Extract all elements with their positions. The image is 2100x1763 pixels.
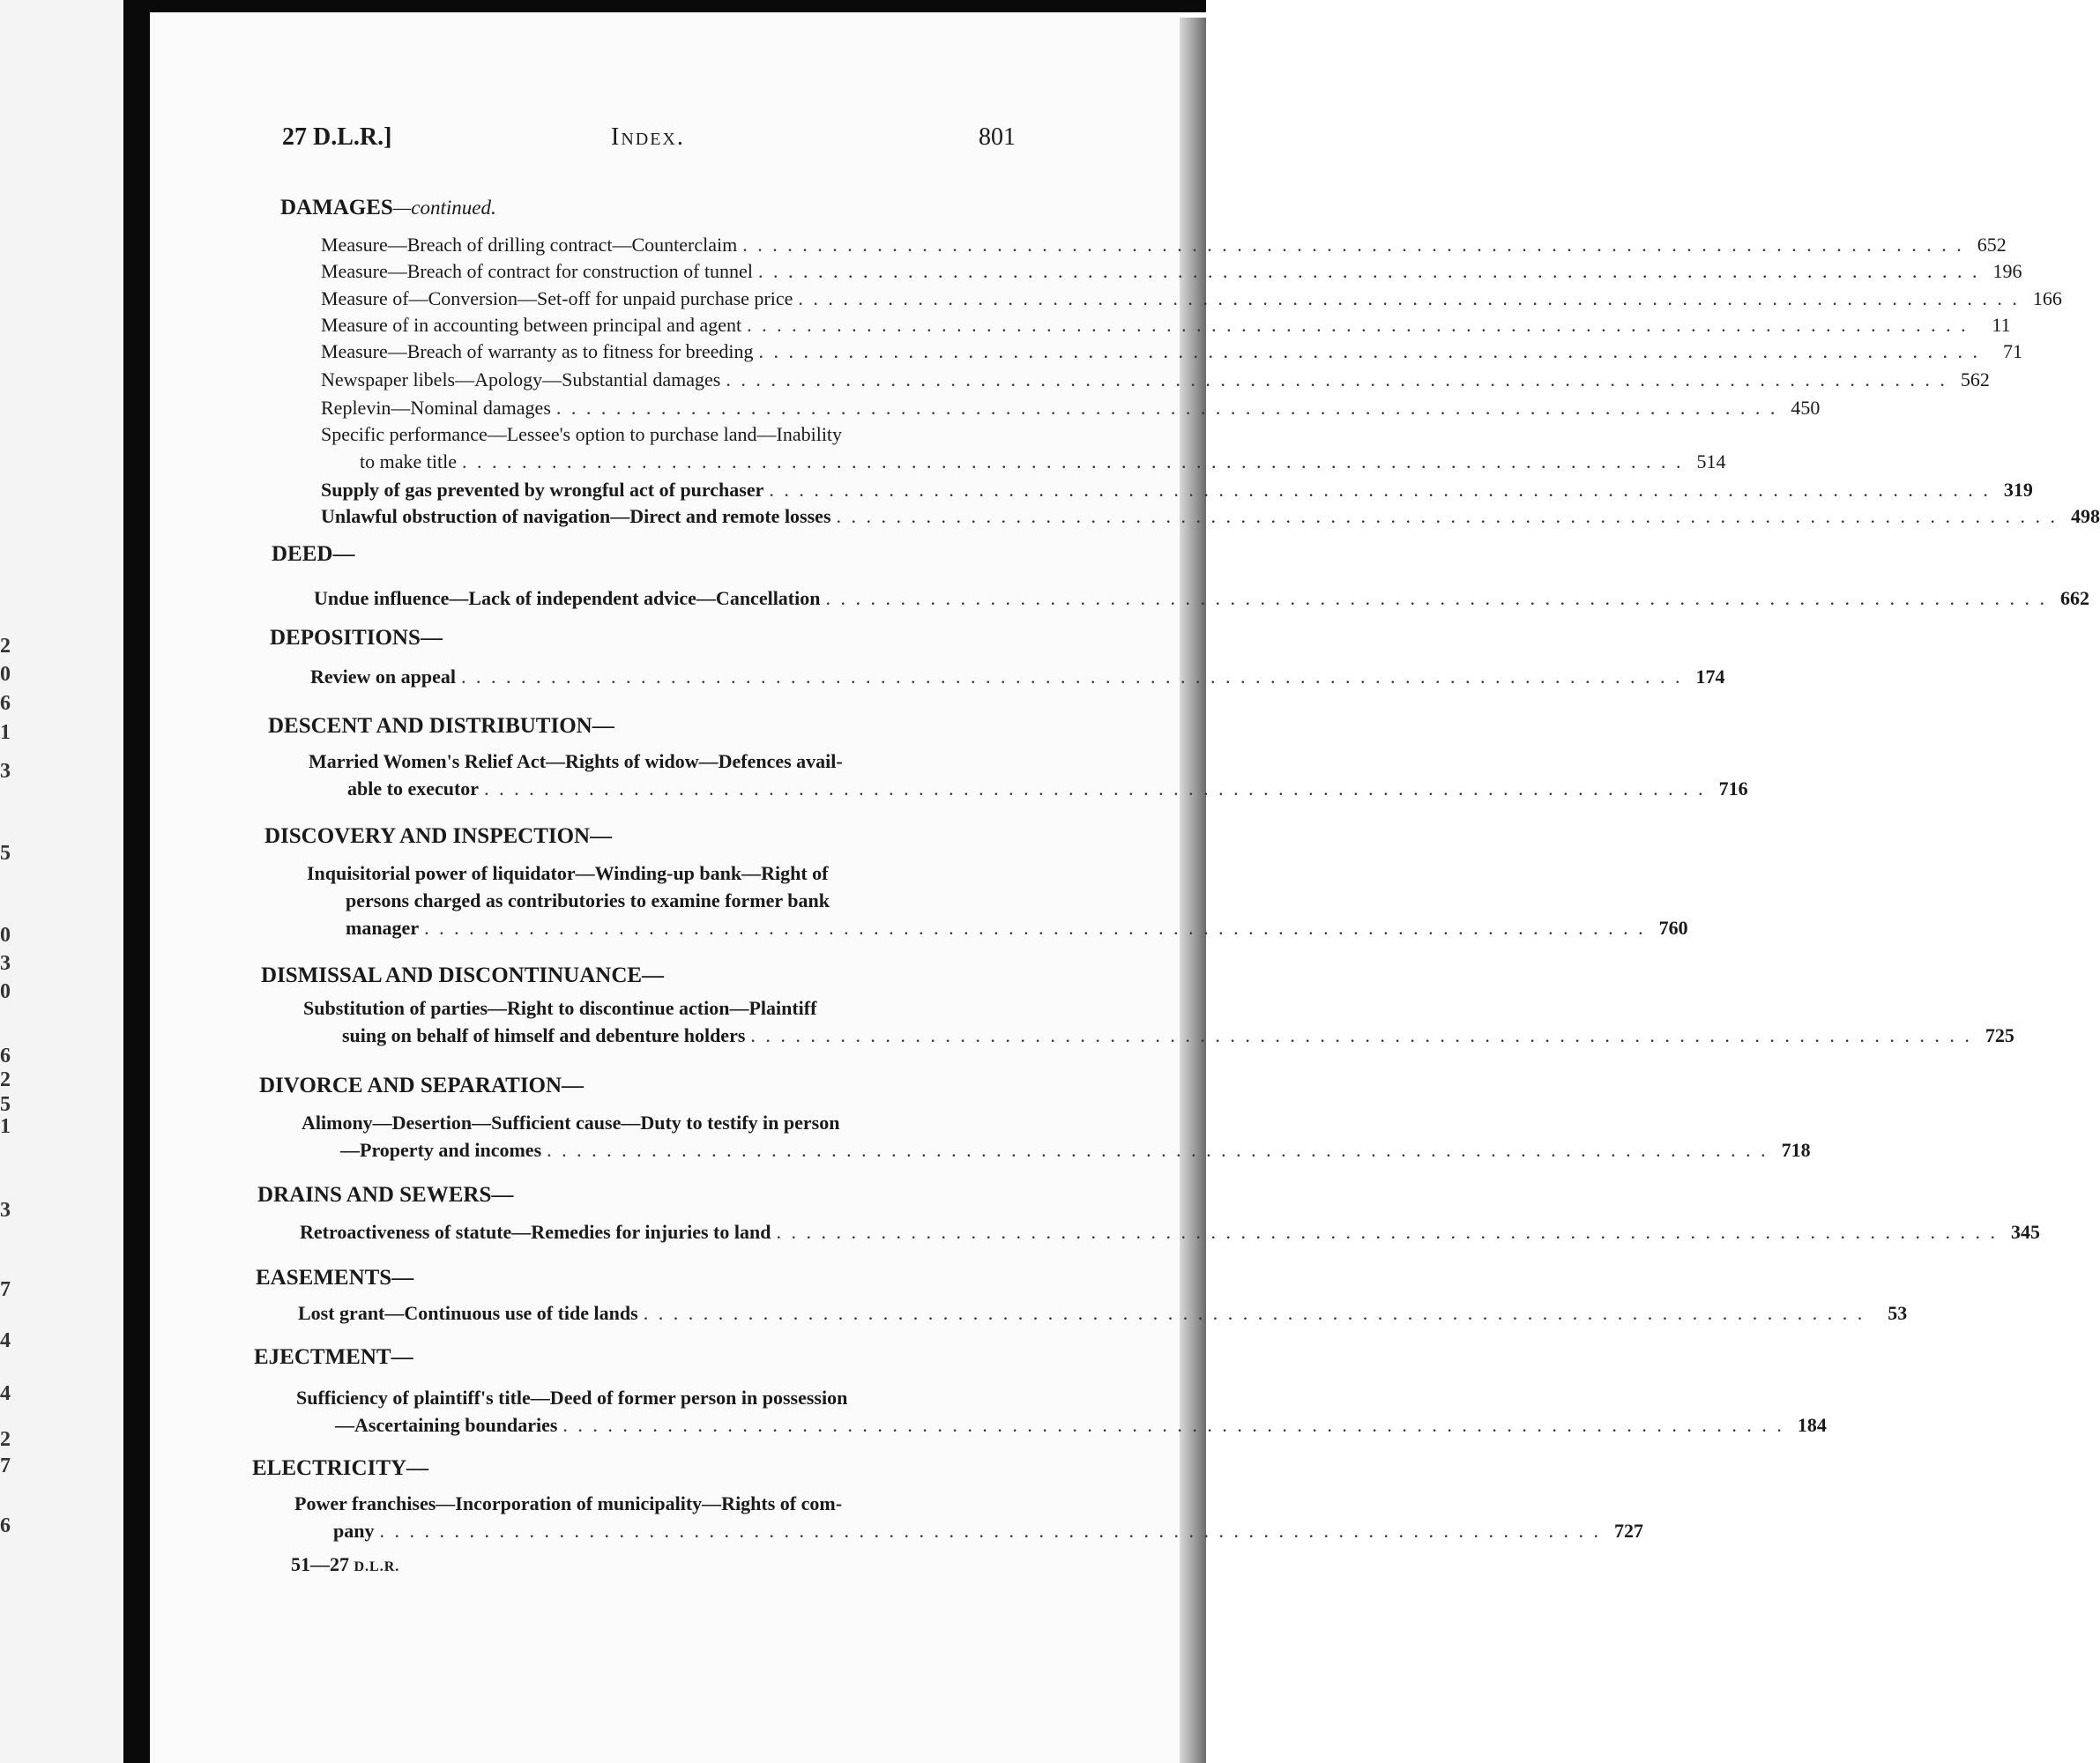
entry-line <box>303 994 1002 1022</box>
margin-digit: 2 <box>0 1068 11 1091</box>
dot-leader: . . . . . . . . . . . . . . . . . . . . . . . . . . . . . . . . . . . . . . . . . . . . . . . . . . . . . . . . . . . . . . . . . . . . . . . . . . . . . . . . . . <box>461 666 1683 688</box>
entry-text: Married Women's Relief Act—Rights of widow—Defences avail- <box>309 750 843 772</box>
index-heading <box>259 1074 584 1098</box>
index-heading <box>270 626 443 651</box>
entry-line <box>294 1517 1643 1544</box>
margin-digit: 0 <box>0 924 11 947</box>
entry-line <box>321 394 1821 421</box>
running-head-title: Index. <box>611 123 685 151</box>
index-heading <box>272 542 354 567</box>
entry-line <box>321 366 1990 393</box>
index-entry <box>321 476 2033 503</box>
index-entry <box>321 285 2062 312</box>
entry-line <box>309 775 1748 802</box>
margin-digit: 6 <box>0 1045 11 1067</box>
dot-leader: . . . . . . . . . . . . . . . . . . . . . . . . . . . . . . . . . . . . . . . . . . . . . . . . . . . . . . . . . . . . . . . . . . . . . . . . . . . . . . . . . . <box>798 287 2020 309</box>
entry-line <box>296 1411 1827 1439</box>
entry-text: Power franchises—Incorporation of municipality—Rights of com- <box>294 1492 843 1514</box>
entry-page-ref: 196 <box>1992 260 2022 282</box>
margin-digit: 3 <box>0 760 11 783</box>
margin-digit: 0 <box>0 663 11 686</box>
index-heading <box>261 963 664 988</box>
entry-text: —Property and incomes <box>340 1139 542 1161</box>
entry-page-ref: 760 <box>1658 917 1688 939</box>
index-entry <box>321 366 1990 393</box>
entry-page-ref: 725 <box>1985 1024 2014 1046</box>
index-heading-text: EJECTMENT— <box>254 1345 413 1369</box>
index-entry <box>300 1218 2040 1246</box>
index-heading <box>264 824 612 849</box>
index-heading <box>257 1183 513 1208</box>
index-entry <box>310 663 1725 690</box>
entry-page-ref: 498 <box>2071 505 2100 527</box>
margin-digit: 3 <box>0 952 11 975</box>
index-entry <box>294 1490 1643 1544</box>
entry-line <box>294 1490 996 1517</box>
entry-page-ref: 71 <box>2003 340 2023 362</box>
entry-text: able to executor <box>347 777 480 800</box>
index-heading-text: DAMAGES <box>280 196 393 219</box>
margin-digit: 4 <box>0 1329 11 1352</box>
entry-text: Lost grant—Continuous use of tide lands <box>298 1302 638 1324</box>
entry-text: Retroactiveness of statute—Remedies for injuries to land <box>300 1221 771 1243</box>
margin-digit: 6 <box>0 692 11 715</box>
page-number: 801 <box>979 123 1016 151</box>
entry-line <box>321 257 2022 285</box>
entry-line <box>321 338 2023 365</box>
entry-line <box>321 285 2062 312</box>
entry-page-ref: 174 <box>1695 666 1725 688</box>
entry-line <box>296 1384 998 1411</box>
index-heading-text: DEPOSITIONS— <box>270 626 443 650</box>
dot-leader: . . . . . . . . . . . . . . . . . . . . . . . . . . . . . . . . . . . . . . . . . . . . . . . . . . . . . . . . . . . . . . . . . . . . . . . . . . . . . . . . . . <box>776 1221 1998 1243</box>
entry-text: Inquisitorial power of liquidator—Winding-up bank—Right of <box>307 862 829 884</box>
entry-text: Unlawful obstruction of navigation—Direct and remote losses <box>321 505 831 527</box>
entry-text: Alimony—Desertion—Sufficient cause—Duty to testify in person <box>302 1112 840 1134</box>
index-entry <box>298 1299 1908 1327</box>
margin-digit: 2 <box>0 1428 11 1451</box>
margin-digit: 0 <box>0 980 11 1003</box>
index-heading-text: DIVORCE AND SEPARATION— <box>259 1074 585 1097</box>
entry-text: Newspaper libels—Apology—Substantial damages <box>321 368 721 391</box>
entry-text: pany <box>333 1520 375 1542</box>
dot-leader: . . . . . . . . . . . . . . . . . . . . . . . . . . . . . . . . . . . . . . . . . . . . . . . . . . . . . . . . . . . . . . . . . . . . . . . . . . . . . . . . . . <box>461 450 1684 472</box>
dot-leader: . . . . . . . . . . . . . . . . . . . . . . . . . . . . . . . . . . . . . . . . . . . . . . . . . . . . . . . . . . . . . . . . . . . . . . . . . . . . . . . . . . <box>726 368 1947 391</box>
margin-digit: 1 <box>0 1115 11 1138</box>
index-heading-text: DEED— <box>272 542 355 566</box>
entry-text: Specific performance—Lessee's option to purchase land—Inability <box>321 423 843 445</box>
dot-leader: . . . . . . . . . . . . . . . . . . . . . . . . . . . . . . . . . . . . . . . . . . . . . . . . . . . . . . . . . . . . . . . . . . . . . . . . . . . . . . . . . . <box>643 1302 1865 1324</box>
entry-text: Replevin—Nominal damages <box>321 397 551 419</box>
dot-leader: . . . . . . . . . . . . . . . . . . . . . . . . . . . . . . . . . . . . . . . . . . . . . . . . . . . . . . . . . . . . . . . . . . . . . . . . . . . . . . . . . . <box>424 917 1646 939</box>
index-entry <box>307 859 1688 941</box>
index-heading-text: DISCOVERY AND INSPECTION— <box>264 824 613 848</box>
dot-leader: . . . . . . . . . . . . . . . . . . . . . . . . . . . . . . . . . . . . . . . . . . . . . . . . . . . . . . . . . . . . . . . . . . . . . . . . . . . . . . . . . . <box>562 1414 1784 1436</box>
entry-line <box>321 420 1017 448</box>
entry-page-ref: 727 <box>1613 1520 1643 1542</box>
entry-page-ref: 11 <box>1992 314 2011 336</box>
entry-line <box>302 1109 1000 1136</box>
entry-line <box>307 914 1688 941</box>
entry-page-ref: 166 <box>2032 287 2062 309</box>
dot-leader: . . . . . . . . . . . . . . . . . . . . . . . . . . . . . . . . . . . . . . . . . . . . . . . . . . . . . . . . . . . . . . . . . . . . . . . . . . . . . . . . . . <box>836 505 2059 527</box>
entry-text: Measure—Breach of warranty as to fitness for breeding <box>321 340 754 362</box>
entry-text: Substitution of parties—Right to discontinue action—Plaintiff <box>303 997 817 1019</box>
entry-line <box>307 887 1005 914</box>
dot-leader: . . . . . . . . . . . . . . . . . . . . . . . . . . . . . . . . . . . . . . . . . . . . . . . . . . . . . . . . . . . . . . . . . . . . . . . . . . . . . . . . . . <box>379 1520 1601 1542</box>
entry-line <box>298 1299 1908 1327</box>
index-heading-text: DRAINS AND SEWERS— <box>257 1183 514 1207</box>
index-entry <box>296 1384 1827 1439</box>
entry-page-ref: 652 <box>1977 234 2007 256</box>
index-entry <box>321 502 2100 530</box>
entry-page-ref: 514 <box>1696 450 1726 472</box>
index-entry <box>321 420 1726 475</box>
entry-text: Measure—Breach of drilling contract—Counterclaim <box>321 234 738 256</box>
entry-line <box>303 1022 2014 1049</box>
entry-page-ref: 562 <box>1960 368 1990 391</box>
dot-leader: . . . . . . . . . . . . . . . . . . . . . . . . . . . . . . . . . . . . . . . . . . . . . . . . . . . . . . . . . . . . . . . . . . . . . . . . . . . . . . . . . . <box>547 1139 1769 1161</box>
margin-digit: 5 <box>0 1093 11 1116</box>
index-heading <box>254 1345 413 1370</box>
entry-text: suing on behalf of himself and debenture holders <box>342 1024 746 1046</box>
entry-page-ref: 184 <box>1797 1414 1827 1436</box>
index-heading <box>252 1456 428 1481</box>
index-heading-text: EASEMENTS— <box>256 1266 414 1290</box>
margin-digit: 6 <box>0 1514 11 1537</box>
index-entry <box>303 994 2014 1049</box>
dot-leader: . . . . . . . . . . . . . . . . . . . . . . . . . . . . . . . . . . . . . . . . . . . . . . . . . . . . . . . . . . . . . . . . . . . . . . . . . . . . . . . . . . <box>825 587 2047 609</box>
entry-text: Sufficiency of plaintiff's title—Deed of former person in possession <box>296 1387 848 1409</box>
margin-digit: 7 <box>0 1278 11 1301</box>
entry-text: Measure of in accounting between principal and agent <box>321 314 742 336</box>
signature-mark <box>291 1553 399 1576</box>
margin-digit: 2 <box>0 635 11 658</box>
margin-digit: 5 <box>0 842 11 865</box>
entry-text: manager <box>346 917 420 939</box>
continued-label: —continued. <box>392 197 496 219</box>
signature-abbrev: D.L.R. <box>354 1559 400 1574</box>
index-entry <box>321 231 2007 258</box>
entry-line <box>302 1136 1811 1164</box>
index-entry <box>321 311 2011 338</box>
index-entry <box>321 394 1821 421</box>
index-entry <box>321 338 2023 365</box>
entry-page-ref: 450 <box>1791 397 1821 419</box>
index-heading-text: ELECTRICITY— <box>252 1456 429 1480</box>
entry-page-ref: 716 <box>1718 777 1748 800</box>
entry-page-ref: 718 <box>1781 1139 1811 1161</box>
dot-leader: . . . . . . . . . . . . . . . . . . . . . . . . . . . . . . . . . . . . . . . . . . . . . . . . . . . . . . . . . . . . . . . . . . . . . . . . . . . . . . . . . . <box>758 340 1981 362</box>
dot-leader: . . . . . . . . . . . . . . . . . . . . . . . . . . . . . . . . . . . . . . . . . . . . . . . . . . . . . . . . . . . . . . . . . . . . . . . . . . . . . . . . . . <box>750 1024 1972 1046</box>
entry-page-ref: 345 <box>2010 1221 2040 1243</box>
entry-text: Measure of—Conversion—Set-off for unpaid purchase price <box>321 287 793 309</box>
dot-leader: . . . . . . . . . . . . . . . . . . . . . . . . . . . . . . . . . . . . . . . . . . . . . . . . . . . . . . . . . . . . . . . . . . . . . . . . . . . . . . . . . . <box>757 260 1980 282</box>
entry-page-ref: 53 <box>1888 1302 1908 1324</box>
entry-text: Review on appeal <box>310 666 456 688</box>
entry-text: to make title <box>360 450 457 472</box>
entry-line <box>321 231 2007 258</box>
entry-line <box>321 502 2100 530</box>
signature-number: 51—27 <box>291 1553 349 1575</box>
dot-leader: . . . . . . . . . . . . . . . . . . . . . . . . . . . . . . . . . . . . . . . . . . . . . . . . . . . . . . . . . . . . . . . . . . . . . . . . . . . . . . . . . . <box>747 314 1969 336</box>
index-heading <box>256 1266 413 1291</box>
entry-text: Supply of gas prevented by wrongful act of purchaser <box>321 479 764 501</box>
index-heading-text: DESCENT AND DISTRIBUTION— <box>268 714 614 738</box>
index-heading-text: DISMISSAL AND DISCONTINUANCE— <box>261 963 665 987</box>
entry-text: —Ascertaining boundaries <box>335 1414 558 1436</box>
entry-line <box>321 311 2011 338</box>
index-entry <box>314 584 2089 612</box>
margin-digit: 7 <box>0 1454 11 1477</box>
dot-leader: . . . . . . . . . . . . . . . . . . . . . . . . . . . . . . . . . . . . . . . . . . . . . . . . . . . . . . . . . . . . . . . . . . . . . . . . . . . . . . . . . . <box>555 397 1778 419</box>
margin-digit: 4 <box>0 1382 11 1405</box>
entry-line <box>310 663 1725 690</box>
entry-page-ref: 319 <box>2003 479 2033 501</box>
index-heading <box>268 714 614 739</box>
index-heading <box>280 196 496 220</box>
entry-text: persons charged as contributories to examine former bank <box>346 889 830 911</box>
index-entry <box>302 1109 1811 1164</box>
entry-line <box>321 476 2033 503</box>
entry-page-ref: 662 <box>2059 587 2089 609</box>
index-entry <box>321 257 2022 285</box>
entry-line <box>314 584 2089 612</box>
entry-line <box>321 448 1726 475</box>
dot-leader: . . . . . . . . . . . . . . . . . . . . . . . . . . . . . . . . . . . . . . . . . . . . . . . . . . . . . . . . . . . . . . . . . . . . . . . . . . . . . . . . . . <box>484 777 1706 800</box>
dot-leader: . . . . . . . . . . . . . . . . . . . . . . . . . . . . . . . . . . . . . . . . . . . . . . . . . . . . . . . . . . . . . . . . . . . . . . . . . . . . . . . . . . <box>769 479 1991 501</box>
margin-digit: 1 <box>0 721 11 744</box>
entry-line <box>300 1218 2040 1246</box>
entry-line <box>309 748 1007 775</box>
index-entry <box>309 748 1748 802</box>
running-head-volume: 27 D.L.R.] <box>282 123 392 151</box>
entry-text: Measure—Breach of contract for construction of tunnel <box>321 260 753 282</box>
dot-leader: . . . . . . . . . . . . . . . . . . . . . . . . . . . . . . . . . . . . . . . . . . . . . . . . . . . . . . . . . . . . . . . . . . . . . . . . . . . . . . . . . . <box>742 234 1964 256</box>
entry-line <box>307 859 1005 887</box>
margin-digit: 3 <box>0 1199 11 1222</box>
entry-text: Undue influence—Lack of independent advice—Cancellation <box>314 587 821 609</box>
